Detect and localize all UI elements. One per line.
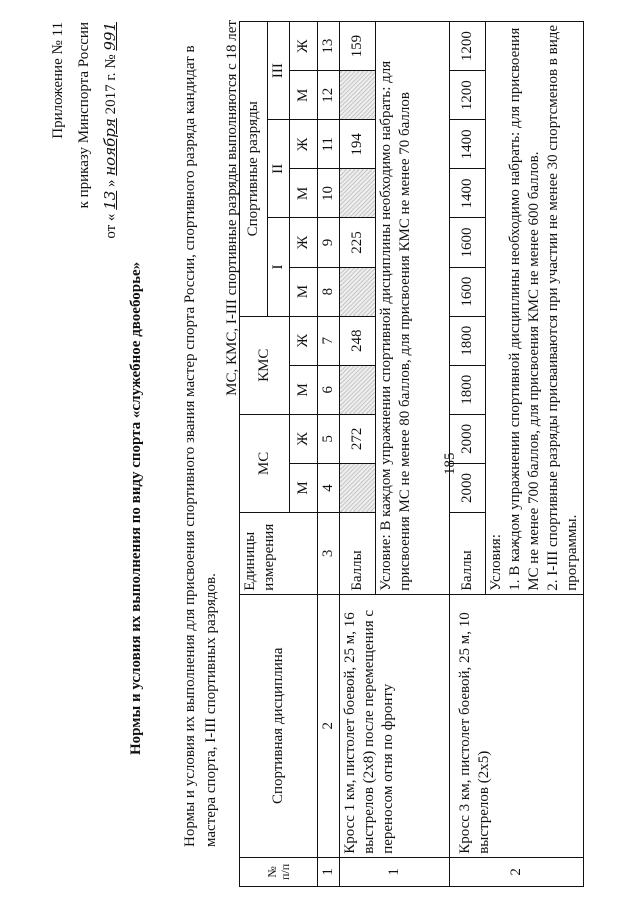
row2-kms-female: 1800 bbox=[450, 316, 486, 365]
age-note: МС, КМС, I-III спортивные разряды выполняются с 18 лет bbox=[224, 20, 240, 396]
colnum-cell: 2 bbox=[318, 594, 340, 857]
handwritten-day: 13 bbox=[101, 190, 119, 210]
row2-cond-1: 1. В каждом упражнении спортивной дисциплины необходимо набрать: для присвоения МС не менее 700 баллов, для присвоения КМС не менее 600 баллов. bbox=[507, 27, 542, 591]
row2-units: Баллы bbox=[450, 512, 486, 594]
colnum-cell: 10 bbox=[318, 169, 340, 218]
header-rank-1: I bbox=[268, 218, 290, 316]
row1-r2-female: 194 bbox=[340, 120, 376, 169]
row2-ms-male: 2000 bbox=[450, 463, 486, 512]
colnum-cell: 13 bbox=[318, 22, 340, 71]
row2-r1-male: 1600 bbox=[450, 267, 486, 316]
colnum-cell: 12 bbox=[318, 71, 340, 120]
row2-conditions bbox=[486, 22, 584, 595]
colnum-cell: 8 bbox=[318, 267, 340, 316]
row1-r3-female: 159 bbox=[340, 22, 376, 71]
header-male: М bbox=[290, 267, 318, 316]
row1-r2-male bbox=[340, 169, 376, 218]
header-male: М bbox=[290, 169, 318, 218]
colnum-cell: 3 bbox=[318, 512, 340, 594]
colnum-cell: 11 bbox=[318, 120, 340, 169]
header-num: № п/п bbox=[240, 857, 318, 886]
header-discipline: Спортивная дисциплина bbox=[240, 594, 318, 857]
row1-condition: Условие: В каждом упражнении спортивной дисциплины необходимо набрать: для присвоения МС не менее 80 баллов, для присвоения КМС не менее 70 баллов bbox=[376, 22, 450, 595]
intro-paragraph: Нормы и условия их выполнения для присвоения спортивного звания мастер спорта России, спортивного разряда кандидат в мастера спорта, I-III спортивных разрядов. bbox=[182, 45, 219, 847]
column-number-row bbox=[318, 22, 340, 887]
row1-r1-male bbox=[340, 267, 376, 316]
header-female: Ж bbox=[290, 316, 318, 365]
row2-kms-male: 1800 bbox=[450, 365, 486, 414]
row1-discipline: Кросс 1 км, пистолет боевой, 25 м, 16 выстрелов (2x8) после перемещения с переносом огня по фронту bbox=[340, 594, 450, 857]
header-female: Ж bbox=[290, 218, 318, 267]
table-row-1 bbox=[340, 22, 376, 887]
header-female: Ж bbox=[290, 414, 318, 463]
appendix-block bbox=[45, 22, 124, 239]
row2-cond-title: Условия: bbox=[488, 534, 504, 591]
colnum-cell: 7 bbox=[318, 316, 340, 365]
handwritten-month: ноября bbox=[101, 118, 119, 176]
header-male: М bbox=[290, 365, 318, 414]
header-female: Ж bbox=[290, 120, 318, 169]
header-rank-2: II bbox=[268, 120, 290, 218]
document-title: Нормы и условия их выполнения по виду спорта «служебное двоеборье» bbox=[128, 261, 144, 755]
row2-r2-male: 1400 bbox=[450, 169, 486, 218]
row2-r3-male: 1200 bbox=[450, 71, 486, 120]
norms-table bbox=[239, 21, 584, 887]
header-kms: КМС bbox=[240, 316, 290, 414]
row1-kms-male bbox=[340, 365, 376, 414]
row2-ms-female: 2000 bbox=[450, 414, 486, 463]
page-number: 185 bbox=[442, 452, 458, 475]
header-ms: МС bbox=[240, 414, 290, 512]
table-row-2 bbox=[450, 22, 486, 887]
colnum-cell: 5 bbox=[318, 414, 340, 463]
row1-num: 1 bbox=[340, 857, 450, 886]
row1-kms-female: 248 bbox=[340, 316, 376, 365]
header-female: Ж bbox=[290, 22, 318, 71]
row1-r1-female: 225 bbox=[340, 218, 376, 267]
row2-discipline: Кросс 3 км, пистолет боевой, 25 м, 10 выстрелов (2x5) bbox=[450, 594, 584, 857]
row1-units: Баллы bbox=[340, 512, 376, 594]
row2-r1-female: 1600 bbox=[450, 218, 486, 267]
header-ranks: Спортивные разряды bbox=[240, 22, 268, 317]
row1-r3-male bbox=[340, 71, 376, 120]
appendix-line3: от « 13 » ноября 2017 г. № 991 bbox=[101, 22, 119, 239]
row2-cond-2: 2. I-III спортивные разряды присваиваются при участии не менее 30 спортсменов в виде программы. bbox=[545, 24, 580, 591]
row1-ms-female: 272 bbox=[340, 414, 376, 463]
appendix-line1: Приложение № 11 bbox=[50, 22, 66, 139]
header-male: М bbox=[290, 71, 318, 120]
row2-r2-female: 1400 bbox=[450, 120, 486, 169]
row2-r3-female: 1200 bbox=[450, 22, 486, 71]
colnum-cell: 1 bbox=[318, 857, 340, 886]
header-rank-3: III bbox=[268, 22, 290, 120]
row1-ms-male bbox=[340, 463, 376, 512]
appendix-line2: к приказу Минспорта России bbox=[76, 22, 92, 209]
handwritten-number: 991 bbox=[101, 22, 119, 51]
header-units: Единицы измерения bbox=[240, 512, 318, 594]
row2-num: 2 bbox=[450, 857, 584, 886]
header-male: М bbox=[290, 463, 318, 512]
colnum-cell: 4 bbox=[318, 463, 340, 512]
colnum-cell: 9 bbox=[318, 218, 340, 267]
colnum-cell: 6 bbox=[318, 365, 340, 414]
